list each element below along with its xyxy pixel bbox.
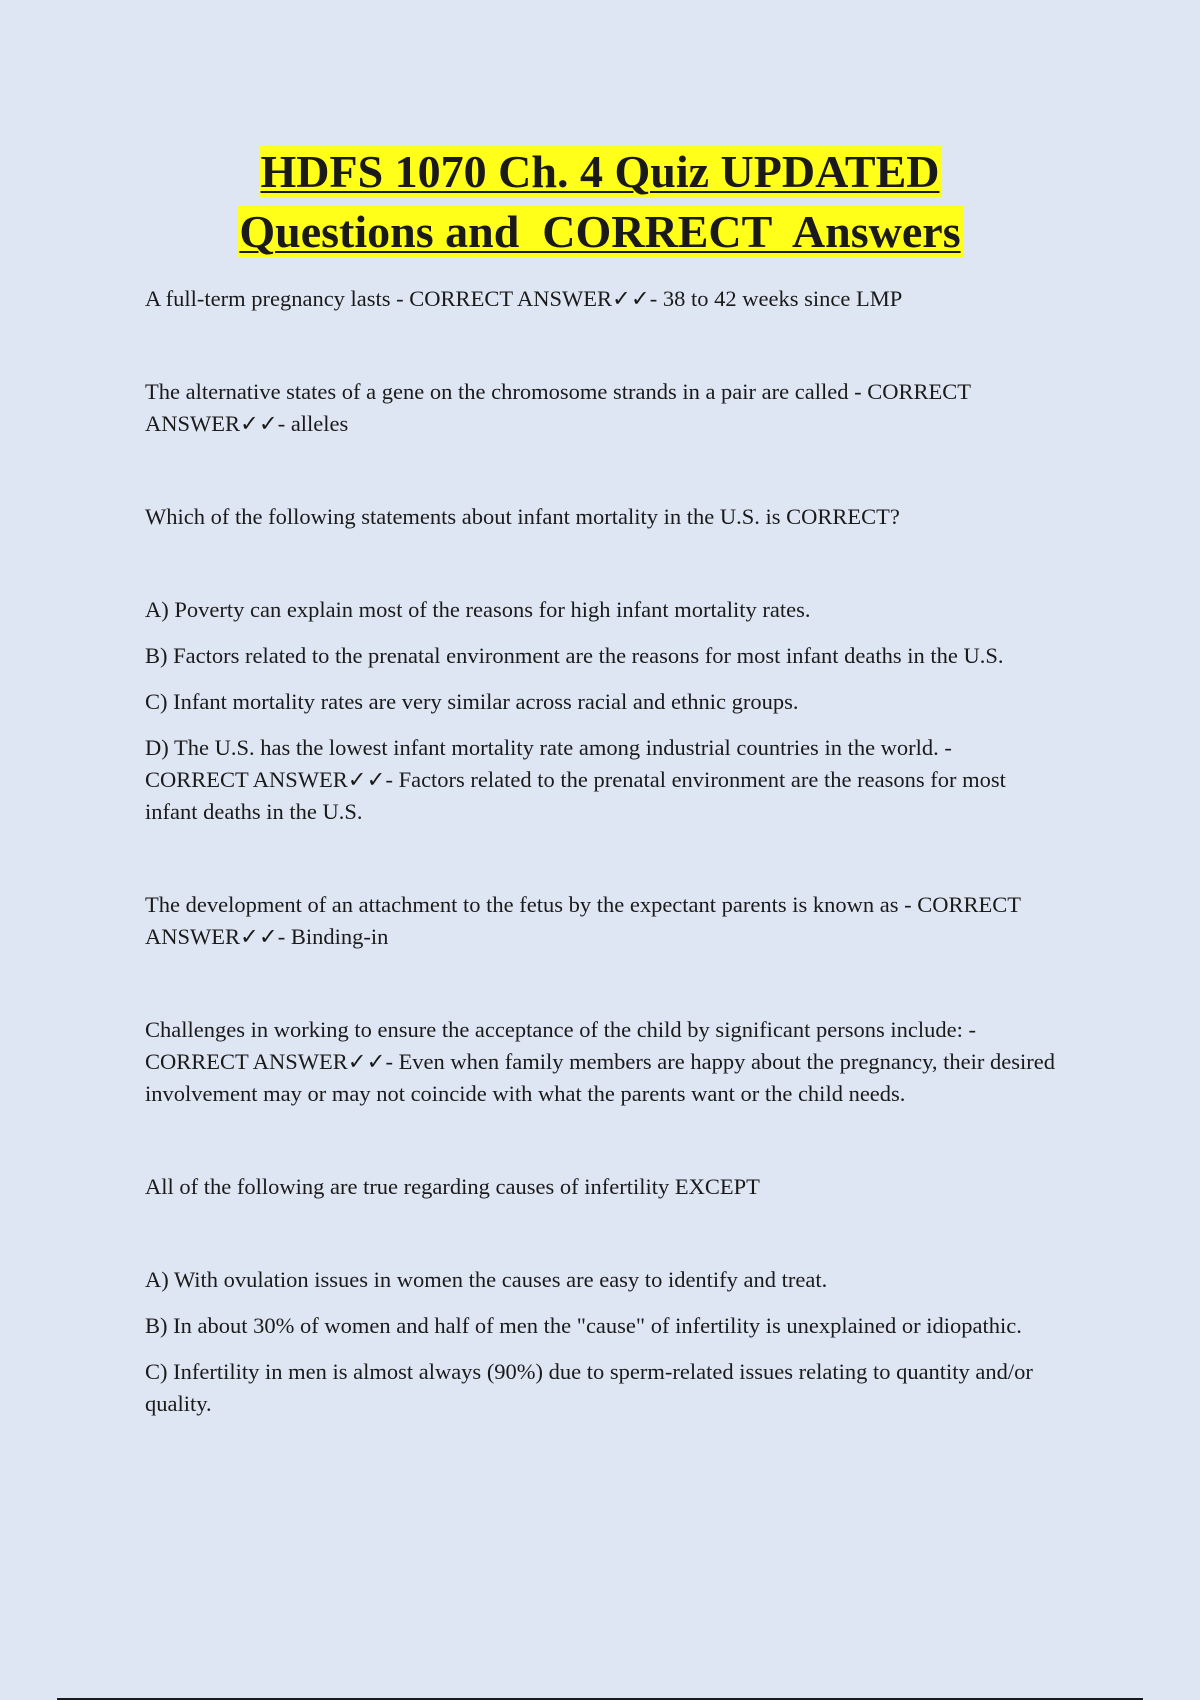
question-6-option-a: A) With ovulation issues in women the causes are easy to identify and treat. — [145, 1267, 828, 1292]
question-3-option-d: D) The U.S. has the lowest infant mortality rate among industrial countries in the world. - CORRECT ANSWER✓✓- Factors related to the prenatal environment are the reasons for most infant deaths in the U.S. — [145, 735, 1006, 824]
question-3-option-b: B) Factors related to the prenatal environment are the reasons for most infant deaths in the U.S. — [145, 643, 1004, 668]
title-line-2: Questions and CORRECT Answers — [239, 206, 961, 257]
title-line-1: HDFS 1070 Ch. 4 Quiz UPDATED — [260, 146, 940, 197]
question-6-option-c: C) Infertility in men is almost always (90%) due to sperm-related issues relating to quantity and/or quality. — [145, 1359, 1033, 1416]
page-title — [0, 142, 1200, 262]
quiz-content — [145, 283, 1057, 1420]
question-6: All of the following are true regarding causes of infertility EXCEPT — [145, 1174, 760, 1199]
question-5: Challenges in working to ensure the acceptance of the child by significant persons include: - CORRECT ANSWER✓✓- Even when family members are happy about the pregnancy, their desired involvement may or may not coincide with what the parents want or the child needs. — [145, 1017, 1055, 1106]
question-1: A full-term pregnancy lasts - CORRECT ANSWER✓✓- 38 to 42 weeks since LMP — [145, 286, 903, 311]
question-2: The alternative states of a gene on the chromosome strands in a pair are called - CORRECT ANSWER✓✓- alleles — [145, 379, 971, 436]
question-3-option-c: C) Infant mortality rates are very similar across racial and ethnic groups. — [145, 689, 799, 714]
question-4: The development of an attachment to the fetus by the expectant parents is known as - CORRECT ANSWER✓✓- Binding-in — [145, 892, 1021, 949]
question-3: Which of the following statements about infant mortality in the U.S. is CORRECT? — [145, 504, 900, 529]
question-6-option-b: B) In about 30% of women and half of men the "cause" of infertility is unexplained or idiopathic. — [145, 1313, 1022, 1338]
question-3-option-a: A) Poverty can explain most of the reasons for high infant mortality rates. — [145, 597, 811, 622]
